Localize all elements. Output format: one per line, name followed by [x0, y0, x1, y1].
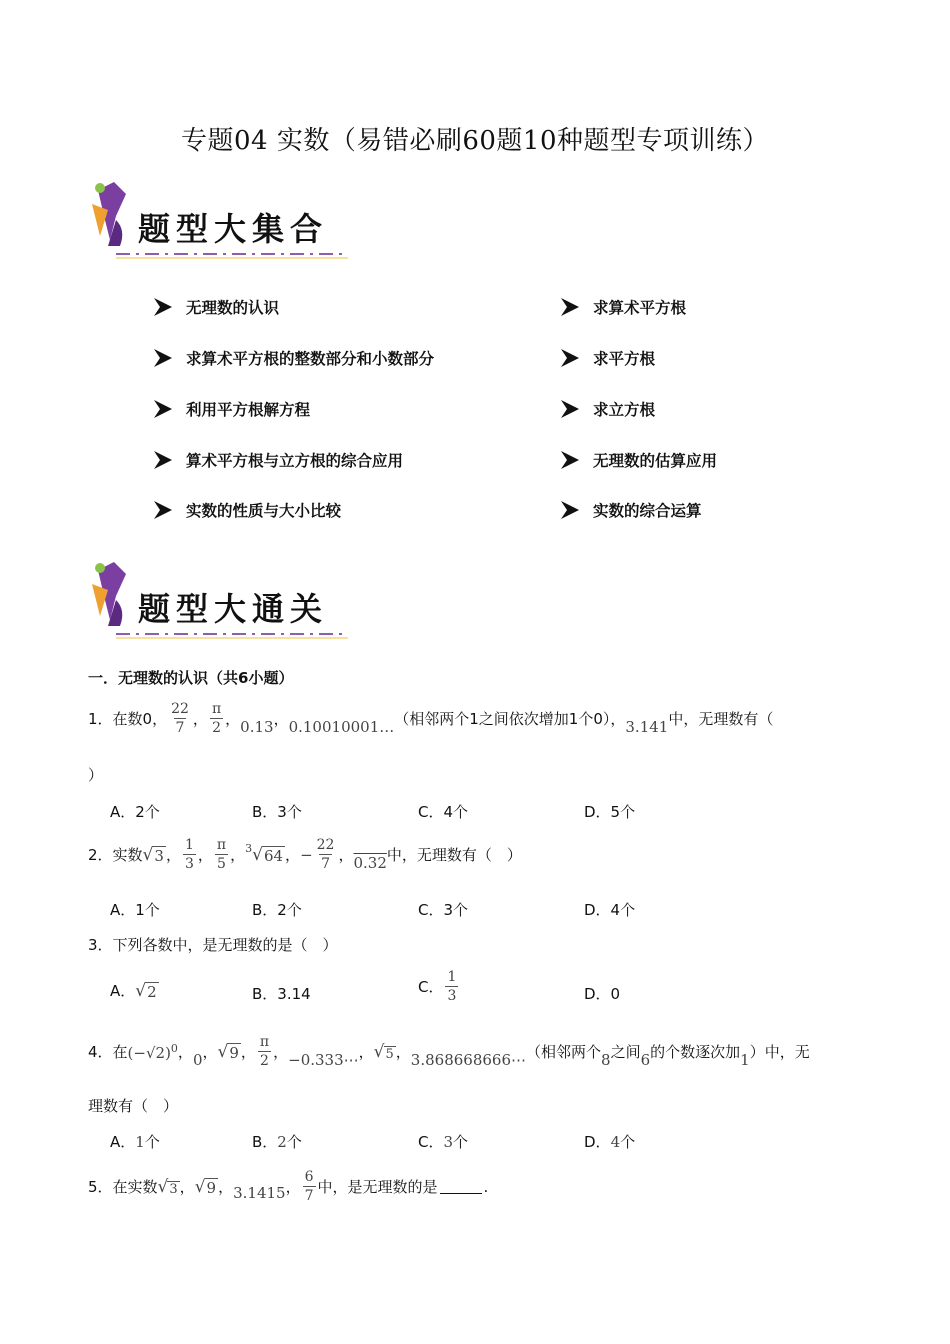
banner-question-types-text: 题型大集合 [138, 210, 329, 248]
option-a[interactable]: A．2个 [110, 803, 160, 821]
topic-item [559, 398, 655, 420]
question-2: 2．实数 √ 3 ， $\frac{1}{3}$ ， $\frac{\pi}{5}$ ， 3 √ 64 ， − $\frac{22}{7}$ ， 0.32 中，无理数有（ ） [88, 837, 522, 872]
question-note: （相邻两个1之间依次增加1个0）， [394, 710, 626, 728]
fraction: $\frac{1}{3}$ [447, 969, 457, 1004]
topic-item [152, 499, 341, 521]
topic-item [559, 347, 655, 369]
option-d[interactable]: D．5个 [584, 803, 636, 821]
math-value: 6 [640, 1050, 651, 1069]
square-root: √ 3 [157, 1176, 178, 1197]
option-c[interactable]: C．4个 [418, 803, 469, 821]
fraction: $\frac{\pi}{2}$ [259, 1034, 270, 1069]
square-root: √ 9 [217, 1041, 239, 1062]
question-1: 1．在数0， $\frac{22}{7}$ ， $\frac{\pi}{2}$ ， 0.13 ， 0.10010001… （相邻两个1之间依次增加1个0）， 3.141 中，无理数有（ [88, 701, 774, 736]
option-b[interactable]: B． 2 个 [252, 1132, 302, 1151]
question-number: 4．在 [88, 1043, 128, 1061]
fraction: $\frac{6}{7}$ [304, 1169, 314, 1204]
page-title: 专题04 实数（易错必刷60题10种题型专项训练） [180, 126, 770, 156]
topic-label: 实数的性质与大小比较 [186, 502, 342, 520]
period: . [483, 1177, 489, 1196]
topic-item [559, 296, 686, 318]
option-a[interactable]: A． 1 个 [110, 1132, 160, 1151]
question-note: （相邻两个 [526, 1043, 602, 1061]
question-5: 5．在实数 √ 3 ， √ 9 ， 3.1415 ， $\frac{6}{7}$ 中，是无理数的是 . [88, 1169, 489, 1204]
math-value: 0.13 [240, 717, 274, 736]
math-value: 3.141 [625, 717, 669, 736]
topic-item [559, 449, 717, 471]
arrow-bullet-icon [152, 347, 174, 369]
option-c[interactable]: C．3个 [418, 901, 469, 919]
topic-item [559, 499, 702, 521]
question-4-line2: 理数有（ ） [88, 1097, 179, 1115]
arrow-bullet-icon [559, 296, 581, 318]
question-note: 的个数逐次加 [650, 1043, 741, 1061]
fraction: $\frac{22}{7}$ [171, 701, 189, 736]
option-c[interactable]: C． $\frac{1}{3}$ [418, 969, 457, 1004]
square-root: √ 2 [135, 980, 157, 1001]
question-text: 中，无理数有（ [668, 710, 774, 728]
minus-sign: − [300, 845, 313, 864]
option-b[interactable]: B．3个 [252, 803, 302, 821]
question-text: ）中，无 [749, 1043, 810, 1061]
topic-label: 求平方根 [593, 350, 656, 368]
topic-item [152, 449, 403, 471]
question-1-close: ） [88, 766, 104, 784]
topic-item [152, 296, 279, 318]
option-b[interactable]: B．2个 [252, 901, 302, 919]
topic-label: 求立方根 [593, 401, 656, 419]
banner-practice-text: 题型大通关 [138, 590, 329, 628]
answer-blank[interactable] [440, 1179, 482, 1194]
section-heading: 一．无理数的认识（共6小题） [88, 669, 294, 687]
question-number: 5．在实数 [88, 1178, 158, 1196]
option-b[interactable]: B．3.14 [252, 985, 311, 1003]
fraction: $\frac{\pi}{5}$ [216, 837, 227, 872]
topic-item [152, 347, 434, 369]
option-c[interactable]: C． 3 个 [418, 1132, 469, 1151]
arrow-bullet-icon [152, 398, 174, 420]
banner-practice [86, 560, 356, 645]
fraction: $\frac{\pi}{2}$ [211, 701, 222, 736]
topic-item [152, 398, 310, 420]
question-number: 1．在数0， [88, 710, 168, 728]
option-d[interactable]: D． 4 个 [584, 1132, 636, 1151]
arrow-bullet-icon [559, 347, 581, 369]
question-text: 中，是无理数的是 [317, 1178, 438, 1196]
arrow-bullet-icon [559, 449, 581, 471]
option-d[interactable]: D．0 [584, 985, 621, 1003]
arrow-bullet-icon [152, 499, 174, 521]
topic-label: 无理数的认识 [186, 299, 280, 317]
square-root: √ 5 [373, 1041, 394, 1062]
arrow-bullet-icon [152, 449, 174, 471]
topic-label: 实数的综合运算 [593, 502, 702, 520]
question-number: 2．实数 [88, 846, 143, 864]
fraction: $\frac{22}{7}$ [316, 837, 335, 872]
cube-root: 3 √ 64 [245, 841, 284, 865]
topic-label: 无理数的估算应用 [593, 452, 718, 470]
option-a[interactable]: A．1个 [110, 901, 160, 919]
math-value: 1 [740, 1050, 750, 1069]
math-expression: $(-√2)^0$ [127, 1041, 178, 1062]
arrow-bullet-icon [559, 499, 581, 521]
math-value: −0.333⋯ [288, 1050, 359, 1069]
square-root: √ 9 [194, 1176, 217, 1197]
arrow-bullet-icon [559, 398, 581, 420]
option-d[interactable]: D．4个 [584, 901, 636, 919]
topic-label: 求算术平方根的整数部分和小数部分 [186, 350, 435, 368]
question-text: 中，无理数有（ ） [386, 846, 522, 864]
math-value: 3.868668666⋯ [410, 1050, 526, 1069]
square-root: √ 3 [142, 844, 164, 865]
topic-label: 算术平方根与立方根的综合应用 [186, 452, 404, 470]
math-value: 3.1415 [233, 1183, 286, 1202]
question-4: 4．在 $(-√2)^0$ ， 0 ， √ 9 ， $\frac{\pi}{2}$ ， −0.333⋯ ， √ 5 ， 3.868668666⋯ （相邻两个 8 之间 6 的个数逐次加 1 ）中，无 [88, 1034, 810, 1069]
banner-question-types [86, 180, 356, 265]
fraction: $\frac{1}{3}$ [184, 837, 194, 872]
question-note: 之间 [610, 1043, 641, 1061]
math-value: 0.10010001… [288, 717, 395, 736]
option-a[interactable]: A． √ 2 [110, 980, 157, 1001]
question-3: 3．下列各数中，是无理数的是（ ） [88, 936, 338, 954]
math-value: 0 [192, 1050, 203, 1069]
arrow-bullet-icon [152, 296, 174, 318]
repeating-decimal: 0.32 [353, 853, 387, 872]
topic-label: 利用平方根解方程 [186, 401, 311, 419]
topic-label: 求算术平方根 [593, 299, 687, 317]
math-value: 8 [601, 1050, 611, 1069]
